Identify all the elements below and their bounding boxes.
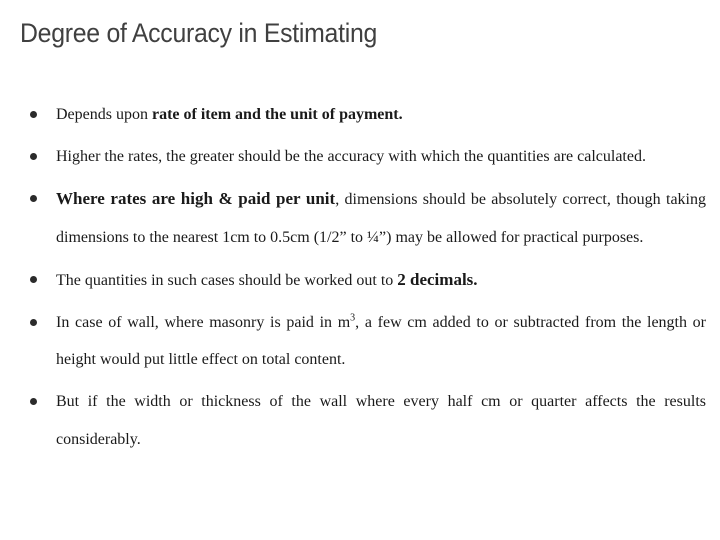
bullet-text: , dimensions should be absolutely correct, though taking dimensions to the nearest 1cm to 0.5cm (1/2” to ¼”) may be allowed for practical purposes. [56, 191, 706, 246]
bullet-item [30, 261, 706, 300]
bullet-item [30, 180, 706, 256]
bullet-item [30, 96, 706, 134]
bullet-dot-icon [30, 195, 37, 202]
bullet-text: , a few cm added to or subtracted from the length or height would put little effect on total content. [56, 313, 707, 368]
bullet-dot-icon [30, 319, 37, 326]
slide-title: Degree of Accuracy in Estimating [20, 18, 378, 48]
bullet-text: Higher the rates, the greater should be the accuracy with which the quantities are calculated. [56, 148, 646, 165]
bullet-text: Depends upon [56, 106, 152, 123]
bullet-dot-icon [30, 153, 37, 160]
bullet-text: The quantities in such cases should be worked out to [56, 271, 398, 289]
bullet-bold-text: 2 decimals. [397, 269, 478, 289]
bullet-item [30, 304, 706, 379]
bullet-bold-text: Where rates are high & paid per unit [56, 189, 336, 208]
bullet-item [30, 383, 706, 458]
superscript: 3 [350, 312, 356, 324]
bullet-list [30, 96, 706, 463]
bullet-dot-icon [30, 398, 37, 405]
bullet-dot-icon [30, 111, 37, 118]
bullet-bold-text: rate of item and the unit of payment. [151, 106, 403, 123]
bullet-text: But if the width or thickness of the wall where every half cm or quarter affects the results considerably. [56, 393, 706, 448]
bullet-text: In case of wall, where masonry is paid in m [56, 313, 351, 331]
bullet-dot-icon [30, 276, 37, 283]
bullet-item [30, 138, 706, 176]
